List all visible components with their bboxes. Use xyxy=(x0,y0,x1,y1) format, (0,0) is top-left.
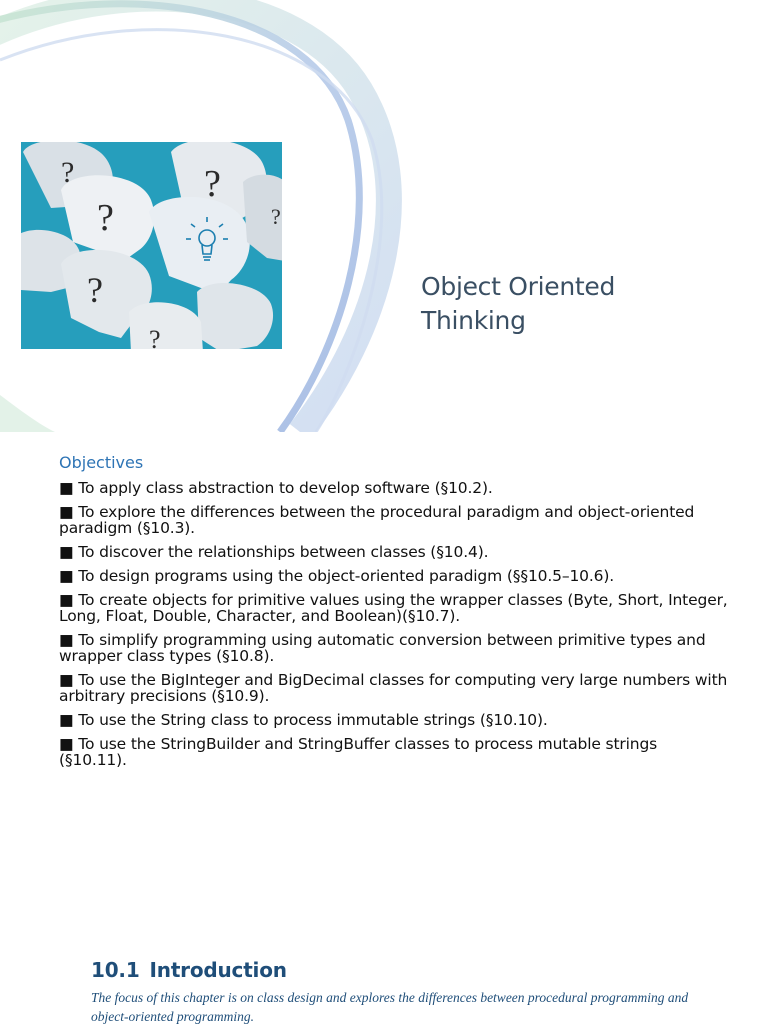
question-mark-icon: ? xyxy=(271,204,281,229)
objectives-heading: Objectives xyxy=(59,453,144,472)
section-title: Introduction xyxy=(149,958,287,982)
section-paragraph: The focus of this chapter is on class design and explores the differences between procedural programming and object-oriented programming. xyxy=(91,990,689,1024)
objective-item: ■ To discover the relationships between classes (§10.4). xyxy=(59,543,489,561)
section-heading xyxy=(91,956,691,984)
objective-item: ■ To use the String class to process immutable strings (§10.10). xyxy=(59,711,548,729)
slide-title-line: Object Oriented xyxy=(421,272,616,301)
objective-item: ■ To explore the differences between the procedural paradigm and object-oriented paradigm (§10.3). xyxy=(59,503,695,537)
slide-title xyxy=(421,270,741,338)
decorative-arc-green xyxy=(0,395,55,432)
question-mark-icon: ? xyxy=(97,197,114,239)
introduction-section xyxy=(91,956,691,1026)
question-mark-icon: ? xyxy=(149,325,161,349)
cover-image xyxy=(21,142,282,349)
objective-item: ■ To design programs using the object-oriented paradigm (§§10.5–10.6). xyxy=(59,567,615,585)
question-heads-illustration xyxy=(21,142,282,349)
question-mark-icon: ? xyxy=(204,163,221,205)
objective-item: ■ To create objects for primitive values using the wrapper classes (Byte, Short, Integer, Long, Float, Double, Character, and Boolean)(§10.7). xyxy=(59,591,728,625)
objective-item: ■ To apply class abstraction to develop software (§10.2). xyxy=(59,479,493,497)
question-mark-icon: ? xyxy=(87,270,103,310)
section-number: 10.1 xyxy=(91,958,140,982)
slide-title-line: Thinking xyxy=(421,306,526,335)
title-slide xyxy=(0,0,768,432)
objective-item: ■ To simplify programming using automatic conversion between primitive types and wrapper class types (§10.8). xyxy=(59,631,706,665)
objective-item: ■ To use the StringBuilder and StringBuffer classes to process mutable strings (§10.11). xyxy=(59,735,658,769)
objective-item: ■ To use the BigInteger and BigDecimal classes for computing very large numbers with arbitrary precisions (§10.9). xyxy=(59,671,728,705)
question-mark-icon: ? xyxy=(61,156,75,189)
objectives-section xyxy=(59,452,729,776)
